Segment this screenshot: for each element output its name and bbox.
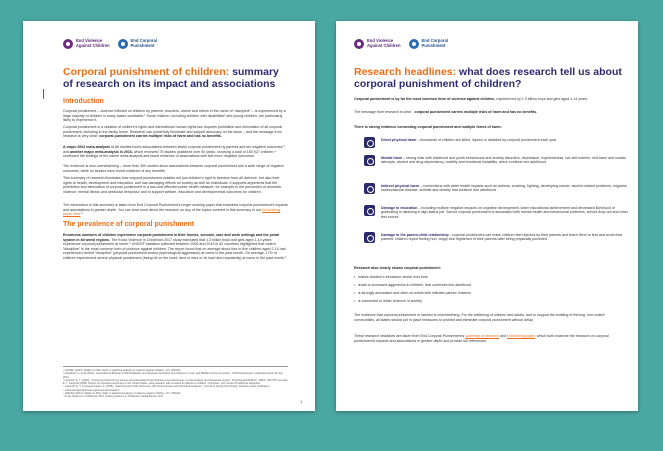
intro-paragraph-3 (63, 145, 288, 159)
footnote: ² Hendricks, C. et al (2014), “Associations Between Child Disabilities and Caregiver Discipline and Violence in Low- and Middle-Income Countries”, Child Development, published online 26 July 2013 (63, 372, 283, 379)
p6-text-a: These research headlines are taken from End Corporal Punishment’s (354, 334, 466, 338)
harm-text: – thousands of children are killed, injured or disabled by corporal punishment each year (416, 138, 557, 142)
margin-mark (43, 89, 44, 99)
p3-bold: There is strong evidence connecting corporal punishment and multiple forms of harm: (354, 125, 502, 129)
headline-paragraph-1 (354, 97, 624, 102)
brain-icon (364, 155, 375, 166)
p2-text: The message from research is clear - (354, 110, 415, 114)
ecp-logo-icon (118, 39, 128, 49)
evac-logo-icon (63, 39, 73, 49)
footnote: ⁵ endcorporalpunishment.org/resources/research (63, 388, 120, 392)
intro-p2-text: Corporal punishment is a violation of children’s rights and international human rights law requires prohibition and elimination of all corporal punishment, including in the family home. Research can powerfully illuminate and support advocacy on the issue – and the message from research is very clear: (63, 125, 283, 138)
harm-item (381, 156, 631, 165)
prevalence-paragraph (63, 233, 288, 260)
footnote: ⁴ Gershoff, E. T. & Grogan-Kaylor, A. (2016), “Spanking and Child Outcomes: Old Controversies and New Meta-Analyses”, Journal of Family Psychology, advance online publication (63, 385, 270, 389)
intro-heading: Introduction (63, 98, 104, 105)
harm-label: Damage to the parent-child relationship (381, 233, 449, 237)
document-page-2 (336, 21, 638, 411)
intro-p3-text-b: of 88 studies found associations between lawful corporal punishment by parents and ten negative outcomes,³ and (63, 145, 285, 154)
harm-item (381, 184, 631, 193)
evac-logo (63, 39, 110, 49)
page-number: 1 (300, 399, 303, 404)
title-accent: Corporal punishment of children: (63, 66, 230, 78)
intro-p2-bold: corporal punishment carries multiple risks of harm and has no benefits. (99, 134, 222, 138)
prevalence-text: The Know Violence in Childhood 2017 study estimated that 1.3 billion boys and girls aged 1-14 years experience corporal punishment at home.⁶ UNICEF statistics collected between 2005 and 2013 in 62 countries highlighted that violent “discipline” is the most common form of violence against children. The report found that on average about four in five children aged 2-14 had experienced violent “discipline” (physical punishment and/or psychological aggression) at home in the past month. On average, 17% of children experienced severe physical punishment (being hit on the head, face or ears or hit hard and repeatedly) at home in the past month.⁷ (63, 237, 287, 260)
intro-p6-end: .⁵ (80, 212, 83, 216)
prevalence-heading: The prevalence of corporal punishment (63, 221, 195, 228)
prevalence-bold: Enormous numbers of children experience corporal punishment in their homes, schools, care and work settings and the penal system in all world regions. (63, 233, 280, 242)
footnote: ⁶ UNICEF (2014), Hidden in Plain Sight: A statistical analysis of violence against children, NY: UNICEF (63, 392, 181, 396)
p4-bold: Research also clearly shows corporal punishment: (354, 266, 441, 270)
evac-logo (354, 39, 401, 49)
list-item: • is connected to wider violence in society (358, 299, 628, 303)
harm-label: Direct physical harm (381, 138, 417, 142)
headline-paragraph-4 (354, 266, 624, 271)
footnotes (63, 366, 288, 399)
harm-text: – connections with wider health impacts such as asthma, smoking, fighting, developing cancer, alcohol-related problems, migraine, cardiovascular disease, arthritis and obesity that continue into adulthood (381, 184, 628, 193)
injury-icon (364, 137, 375, 148)
footnote: ⁷ Know Violence in Childhood, 2017, Ending Violence in Childhood: Global Report 2017 (63, 395, 164, 399)
logo-bar (63, 37, 157, 51)
list-item: • makes children’s behaviour worse over time (358, 275, 628, 279)
intro-paragraph-5: This summary of research illustrates how corporal punishment violates not just children’s right to freedom from all violence, but also their rights to health, development and education, and has damaging effects on society as well as individuals. It supports arguments that the prohibition and elimination of corporal punishment is a low-cost effective public health measure, for example in the prevention of domestic violence, mental illness and antisocial behaviour and to support welfare, education and developmental outcomes for children. (63, 176, 282, 194)
harm-item (381, 206, 631, 219)
p1-text: experienced by 1.3 billion boys and girls aged 1-14 years. (495, 97, 589, 101)
evac-logo-icon (354, 39, 364, 49)
ecp-logo-icon (409, 39, 419, 49)
intro-paragraph-4: The evidence is now overwhelming – more than 300 studies show associations between corporal punishment and a wide range of negative outcomes, while no studies have found evidence of any benefits. (63, 164, 284, 173)
page-title (63, 66, 288, 90)
headline-paragraph-3 (354, 125, 624, 130)
summary-of-research-link[interactable]: summary of research (465, 334, 499, 338)
harm-label: Indirect physical harm (381, 184, 420, 188)
title-rest: summary of research on its impact and associations (63, 66, 279, 90)
intro-paragraph-2 (63, 125, 288, 139)
list-item: • leads to increased aggression in children, that continues into adulthood (358, 283, 628, 287)
body-icon (364, 183, 375, 194)
full-working-paper-link[interactable]: full working paper (506, 334, 535, 338)
title-accent: Research headlines: (354, 66, 457, 78)
intro-p6-text: The information in this summary is taken from End Corporal Punishment’s longer working paper that examines corporal punishment’s impacts and associations in greater depth. You can read more about the research on any of the topics covered in this summary in our (63, 203, 288, 212)
p6-text-b: and (498, 334, 507, 338)
ecp-logo-text: End Corporal Punishment (130, 38, 158, 48)
p2-bold: corporal punishment carries multiple risks of harm and has no benefits. (414, 110, 538, 114)
document-page-1 (23, 21, 315, 411)
headline-paragraph-5: The evidence that corporal punishment is harmful is overwhelming. For the wellbeing of children and adults, and to support the building of thriving, non-violent communities, all states should put in place measures to prohibit and eliminate corporal punishment without delay. (354, 313, 605, 322)
logo-bar (354, 37, 448, 51)
intro-p3-bold-c: another major meta-analysis in 2016, (70, 149, 133, 154)
title-rest: what does research tell us about corporal punishment of children? (354, 66, 622, 90)
working-paper-link[interactable]: full working paper here (63, 207, 281, 216)
intro-paragraph-1: Corporal punishment – violence inflicted on children by parents, teachers, carers and others in the name of “discipline” – is experienced by a large majority of children in many states worldwide.¹ Some children, including children with disabilities² and young children, are particularly likely to experience it. (63, 109, 286, 122)
p6-text-c: , which both examine the research on corporal punishment’s impacts and associations in greater depth and provide full references. (354, 334, 609, 343)
intro-p3-text-d: which reviewed 75 studies published over 50 years, involving a total of 160,927 children,⁴ confirmed the findings of the earlier meta-analysis and found evidence of associations with five more negative outcomes. (63, 149, 276, 158)
p1-bold: Corporal punishment is by far the most common form of violence against children, (354, 97, 496, 101)
harm-label: Mental harm (381, 156, 403, 160)
harm-label: Damage to education (381, 206, 418, 210)
footnote: ¹ UNICEF (2014), Hidden in Plain Sight: A statistical analysis of violence against children, NY: UNICEF (63, 369, 181, 372)
ecp-logo (118, 39, 158, 49)
page-title (354, 66, 624, 90)
harm-item (381, 233, 631, 242)
ecp-logo-text: End Corporal Punishment (421, 38, 449, 48)
family-icon (364, 232, 375, 243)
intro-p3-bold-a: A major 2002 meta-analysis (63, 145, 111, 149)
evac-logo-text: End Violence Against Children (76, 38, 110, 48)
harm-text: – strong links with childhood and youth behavioural and anxiety disorders, depression, hopelessness, low self-esteem, self-harm and suicide attempts, alcohol and drug dependency, hostility and emotional instability, which continue into adulthood (381, 156, 627, 165)
footnote: ³ Gershoff, E. T. (2002), “Corporal punishment by parents and associated child behaviors and experiences: A meta-analytic and theoretical review”, Psychological Bulletin, 128(4), 539-579; see also E. T. Gershoff (2008), Report on physical punishment in the United States: what research tells us about its effects on children, Columbus, OH: Center for Effective Discipline (63, 378, 288, 386)
harm-item (381, 138, 631, 142)
education-icon (364, 205, 375, 216)
evac-logo-text: End Violence Against Children (367, 38, 401, 48)
intro-paragraph-6 (63, 203, 288, 217)
list-item: • is strongly associated and often co-exists with intimate partner violence (358, 291, 628, 295)
harm-text: - corporal punishment can make children feel rejected by their parents and teach them to fear and avoid their parents: children report feeling hurt, angry and frightened of their parents after being physically punished (381, 233, 623, 242)
headline-paragraph-2 (354, 110, 624, 115)
headline-paragraph-6 (354, 334, 624, 343)
ecp-logo (409, 39, 449, 49)
harm-text: – including multiple negative impacts on cognitive development, lower educational achievement and decreased likelihood of graduating or attaining a high-status job. School corporal punishment is associated with mental health and behavioural problems, school drop-out and lower test scores (381, 206, 629, 219)
